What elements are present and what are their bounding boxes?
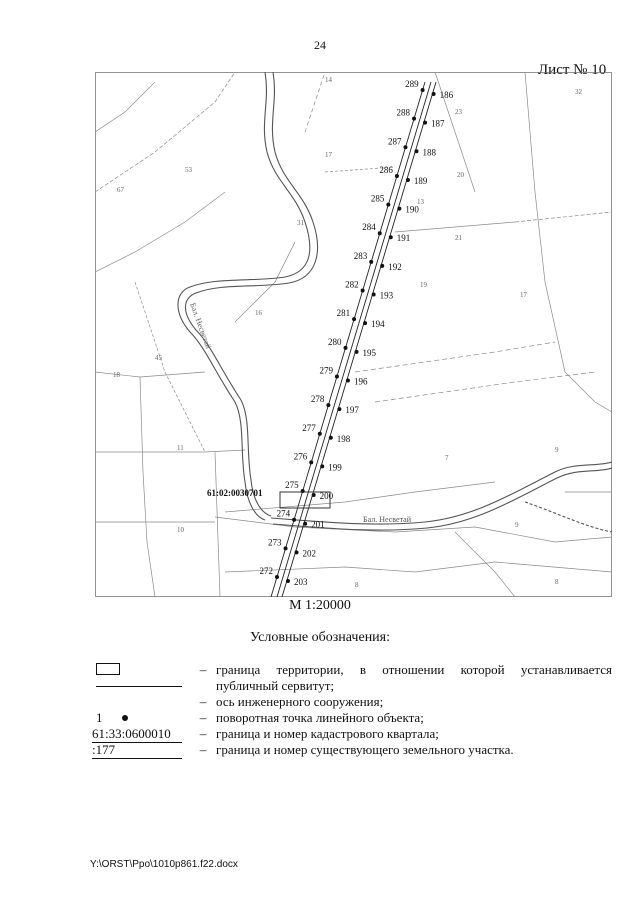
turning-point-label: 202	[302, 548, 317, 559]
turning-point	[312, 493, 316, 497]
turning-point	[329, 436, 333, 440]
axis-line-symbol	[96, 686, 182, 687]
file-path-footer: Y:\ORST\Ppo\1010p861.f22.docx	[90, 859, 238, 870]
cadastral-label: 61:02:0030701	[207, 488, 263, 498]
legend-row: – ось инженерного сооружения;	[92, 694, 612, 710]
parcel-number: 7	[445, 454, 449, 462]
turning-point-label: 191	[396, 233, 411, 244]
legend-text: граница территории, в отношении которой устанавливается публичный сервитут;	[216, 662, 612, 693]
legend-row: 1 – поворотная точка линейного объекта;	[92, 710, 612, 726]
parcel-number: 9	[515, 521, 519, 529]
turning-point	[286, 579, 290, 583]
turning-point-label: 201	[311, 519, 325, 530]
legend-text: граница и номер существующего земельного участка.	[216, 742, 514, 757]
turning-point	[378, 231, 382, 235]
turning-point-label: 198	[336, 433, 351, 444]
turning-point	[320, 464, 324, 468]
turning-point	[412, 117, 416, 121]
parcel-number: 16	[255, 309, 262, 317]
parcel-number: 53	[185, 166, 192, 174]
turning-point-label: 197	[345, 405, 359, 416]
turning-point	[346, 378, 350, 382]
turning-point-label: 188	[422, 147, 436, 158]
turning-point-label: 192	[388, 261, 402, 272]
legend-text: граница и номер кадастрового квартала;	[216, 726, 439, 741]
turning-point	[432, 92, 436, 96]
river-label: Бал. Несветай	[363, 515, 411, 524]
parcel-number: 19	[420, 281, 427, 289]
map-scale: М 1:20000	[289, 598, 351, 613]
turning-point-label: 203	[293, 577, 308, 587]
turning-point	[309, 460, 313, 464]
turning-point-label: 283	[353, 250, 368, 261]
turning-point	[355, 350, 359, 354]
turning-point	[335, 374, 339, 378]
turning-point	[389, 235, 393, 239]
turning-point	[397, 207, 401, 211]
turning-point	[352, 317, 356, 321]
turning-point	[292, 518, 296, 522]
turning-point	[275, 575, 279, 579]
parcel-number: 9	[555, 446, 559, 454]
parcel-number: 17	[325, 151, 332, 159]
parcel-number: 14	[325, 76, 332, 84]
turning-point	[414, 149, 418, 153]
turning-point-label: 186	[439, 90, 454, 100]
turning-point-label: 285	[370, 193, 385, 204]
turning-point	[369, 260, 373, 264]
turning-point	[295, 550, 299, 554]
turning-point	[361, 289, 365, 293]
turning-point-label: 282	[345, 279, 359, 290]
turning-point-label: 195	[362, 347, 377, 358]
sheet-label: Лист № 10	[538, 62, 607, 78]
parcel-number: 18	[113, 371, 120, 379]
turning-point-label: 274	[276, 508, 291, 519]
turning-point-label: 276	[293, 451, 308, 462]
legend-row: – граница территории, в отношении которой устанавливается публичный сервитут;	[92, 662, 612, 694]
turning-point-label: 199	[328, 462, 342, 473]
turning-point	[284, 546, 288, 550]
turning-point-label: 196	[353, 376, 368, 387]
page-number: 24	[314, 38, 326, 52]
turning-point-label: 288	[396, 107, 411, 118]
cadastral-symbol: 61:33:0600010	[92, 726, 182, 743]
legend-text: поворотная точка линейного объекта;	[216, 710, 424, 725]
turning-point-label: 289	[405, 79, 419, 89]
legend-text: ось инженерного сооружения;	[216, 694, 384, 709]
turning-point	[337, 407, 341, 411]
legend-row: :177 – граница и номер существующего земельного участка.	[92, 742, 612, 758]
parcel-number: 8	[555, 578, 559, 586]
turning-point	[363, 321, 367, 325]
parcel-number: 13	[417, 198, 424, 206]
legend	[92, 662, 612, 758]
parcel-number: 67	[117, 186, 124, 194]
turning-point-label: 281	[336, 308, 351, 319]
parcel-number: 20	[457, 171, 464, 179]
turning-point	[380, 264, 384, 268]
turning-point	[423, 121, 427, 125]
parcel-number: 45	[155, 354, 162, 362]
turning-point	[386, 203, 390, 207]
legend-row: 61:33:0600010 – граница и номер кадастрового квартала;	[92, 726, 612, 742]
turning-point	[395, 174, 399, 178]
turning-point-label: 272	[259, 566, 273, 576]
turning-point-label: 187	[431, 118, 445, 129]
turning-point-label: 286	[379, 164, 393, 175]
turning-point-label: 189	[413, 175, 428, 186]
turning-point	[318, 432, 322, 436]
turning-point-label: 193	[379, 290, 394, 301]
point-symbol-number: 1	[96, 710, 103, 725]
servitude-boundary-symbol	[96, 663, 120, 675]
cadastral-map	[95, 72, 612, 597]
legend-title: Условные обозначения:	[249, 630, 391, 645]
river-label-2: Бал. Несветай	[188, 301, 213, 350]
turning-point-label: 278	[310, 394, 325, 405]
turning-point-label: 280	[328, 336, 342, 347]
turning-point-label: 190	[405, 204, 419, 215]
parcel-number: 11	[177, 444, 184, 452]
parcel-number: 21	[455, 234, 462, 242]
turning-point-label: 194	[371, 319, 385, 330]
parcel-number: 31	[297, 219, 304, 227]
parcel-number: 8	[355, 581, 359, 589]
turning-point-label: 275	[285, 480, 299, 491]
turning-point	[303, 522, 307, 526]
turning-point	[344, 346, 348, 350]
turning-point-label: 287	[387, 136, 402, 147]
turning-point	[326, 403, 330, 407]
parcel-number: 23	[455, 108, 462, 116]
parcel-number: 10	[177, 526, 184, 534]
turning-point	[403, 145, 407, 149]
turning-point-label: 279	[319, 365, 333, 376]
turning-point	[406, 178, 410, 182]
turning-point-label: 200	[319, 491, 334, 502]
turning-point-label: 273	[268, 537, 282, 548]
turning-point	[421, 88, 425, 92]
point-symbol	[122, 715, 128, 721]
parcel-number: 32	[575, 88, 582, 96]
turning-point-label: 284	[362, 222, 376, 233]
turning-point	[301, 489, 305, 493]
parcel-symbol: :177	[92, 742, 182, 759]
turning-point-label: 277	[302, 422, 316, 433]
parcel-number: 17	[520, 291, 527, 299]
turning-point	[372, 293, 376, 297]
